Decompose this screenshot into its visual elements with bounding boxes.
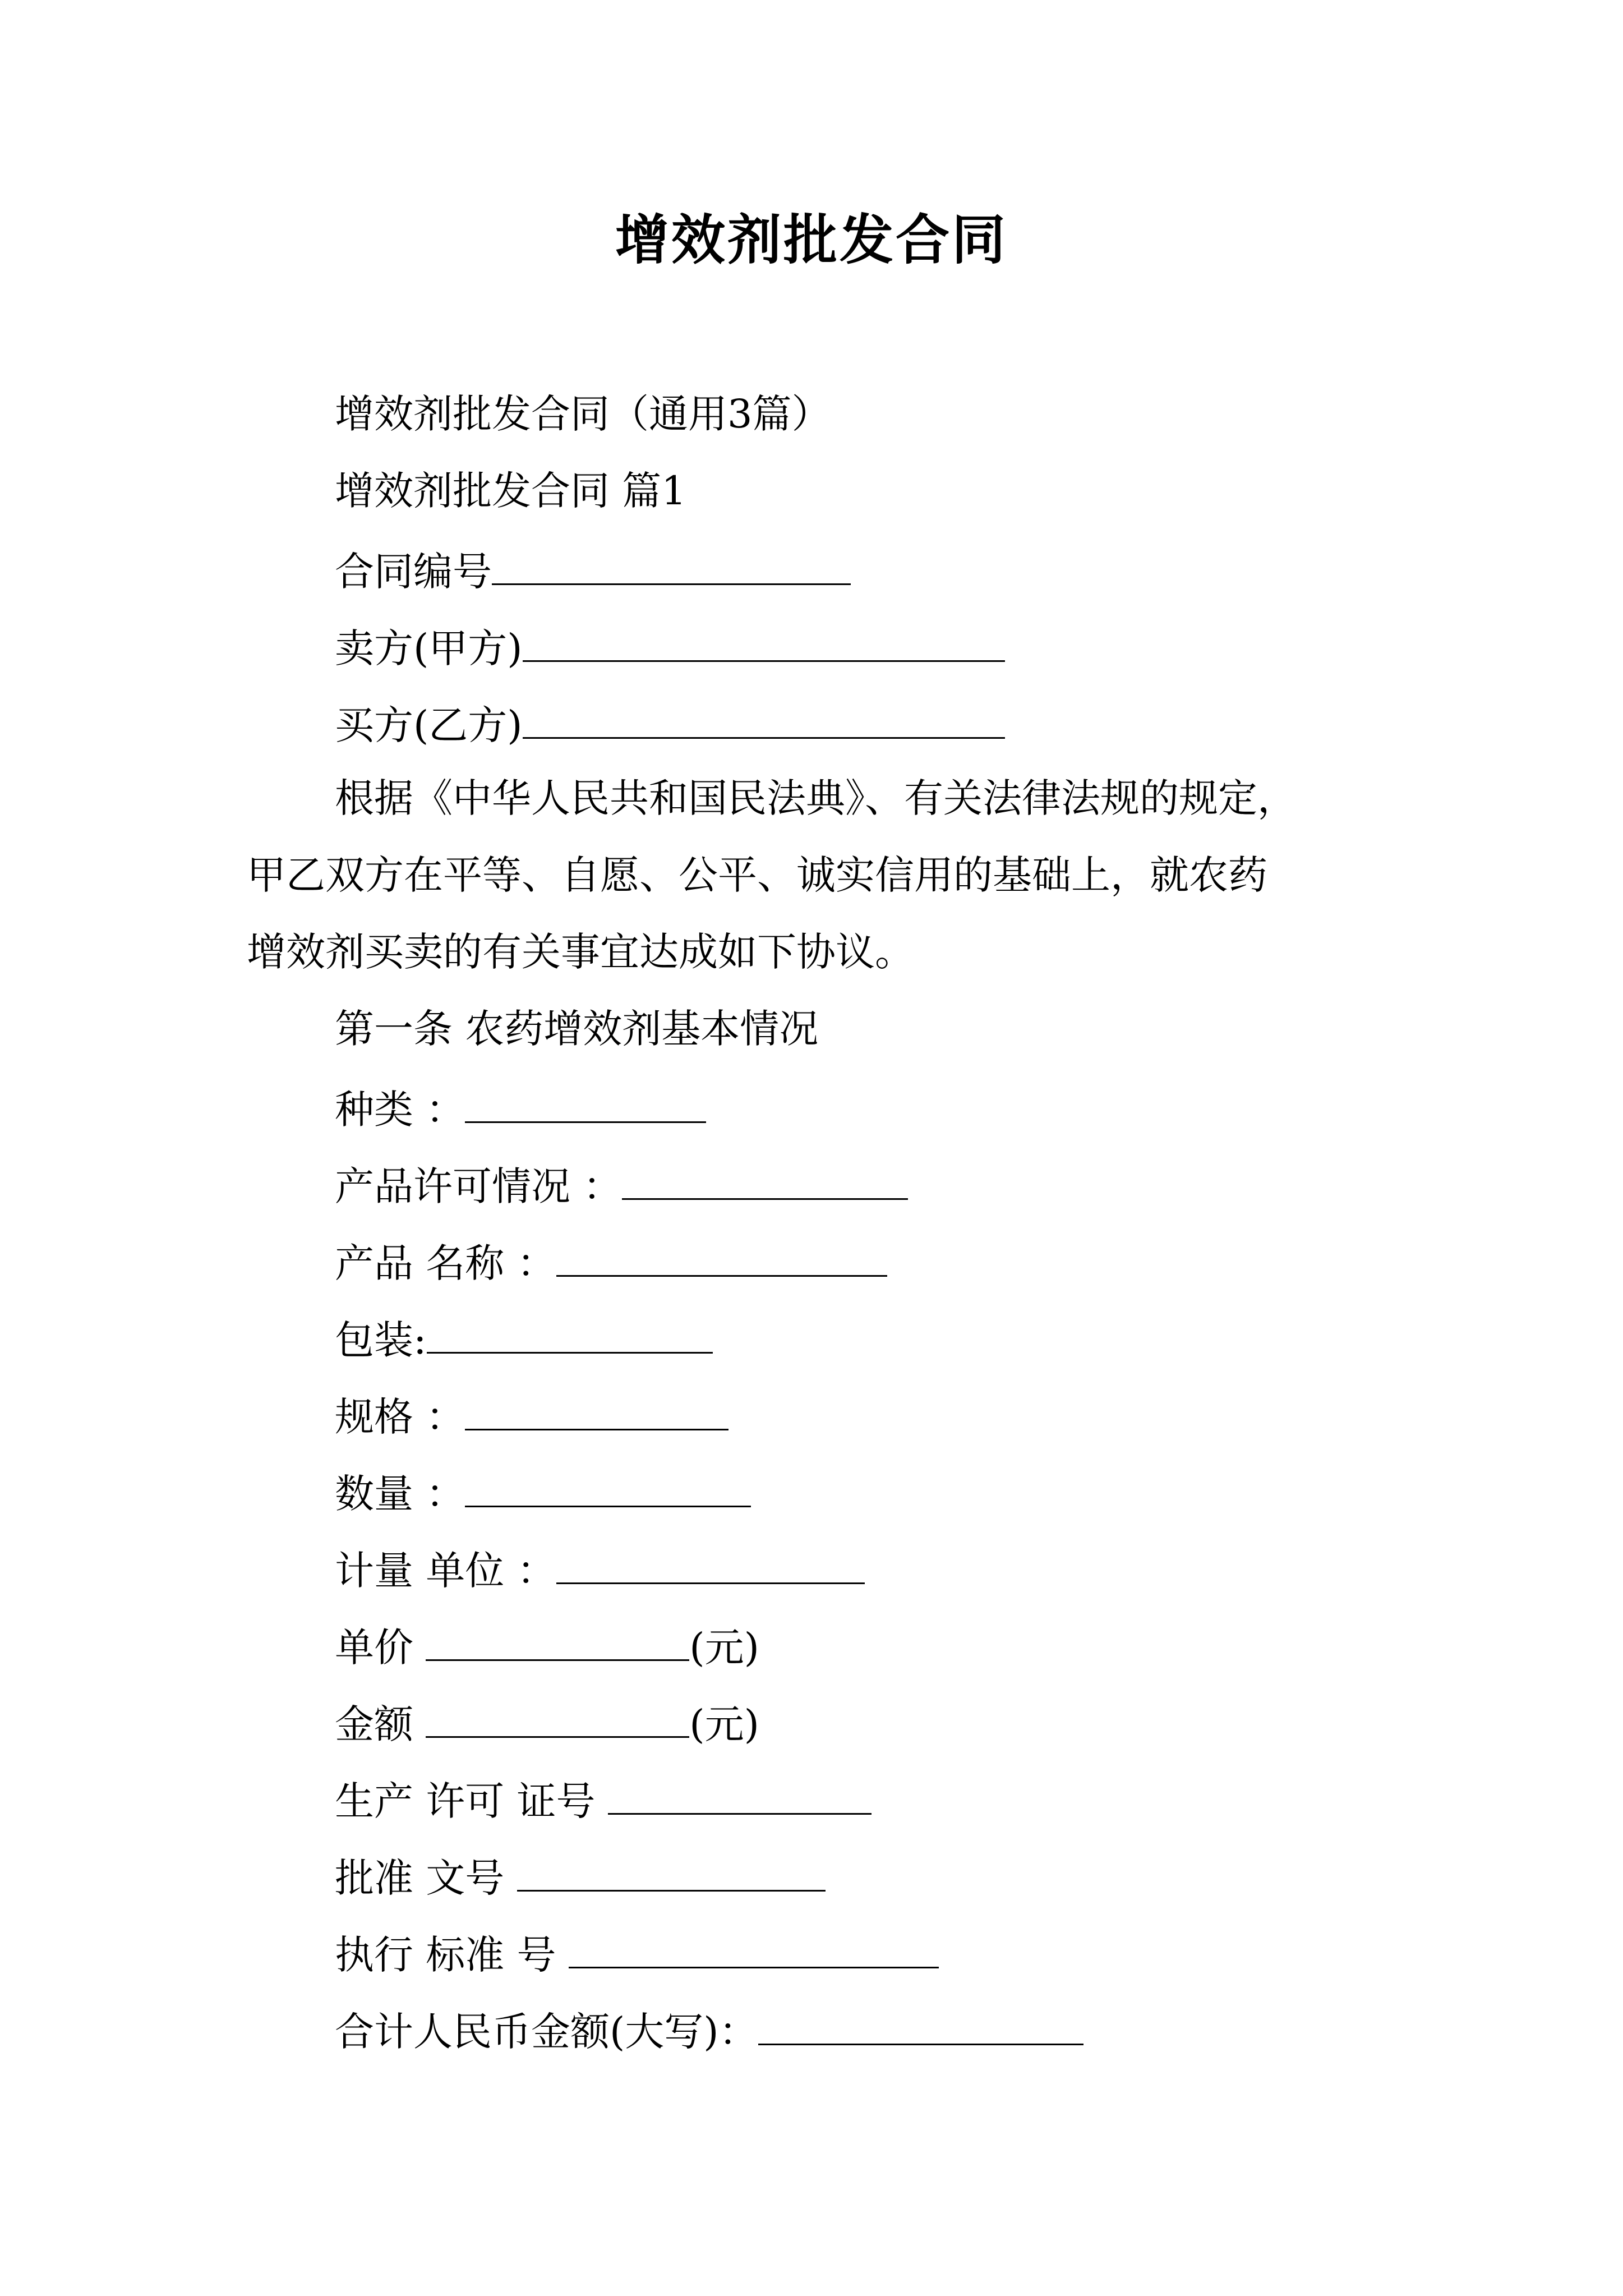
approval-number-blank: [517, 1846, 826, 1892]
amount-currency: (元): [689, 1701, 759, 1747]
quantity-row: [335, 1462, 751, 1522]
packaging-blank: [427, 1308, 713, 1354]
approval-number-label: 批准 文号: [335, 1855, 517, 1901]
unit-price-currency: (元): [689, 1625, 759, 1671]
license-label: 产品许可情况 ：: [335, 1163, 623, 1209]
amount-row: [335, 1692, 759, 1752]
standard-number-blank: [569, 1923, 939, 1968]
license-blank: [622, 1154, 908, 1200]
quantity-label: 数量 ：: [335, 1471, 465, 1517]
section-heading: 增效剂批发合同 篇1: [335, 468, 686, 514]
product-name-blank: [556, 1231, 887, 1277]
spec-blank: [465, 1385, 728, 1430]
buyer-blank: [523, 693, 1005, 739]
production-license-row: [335, 1769, 872, 1829]
quantity-blank: [465, 1462, 751, 1507]
unit-price-blank: [426, 1616, 689, 1661]
contract-number-blank: [492, 540, 851, 585]
license-row: [335, 1154, 908, 1214]
contract-number-row: [335, 540, 851, 600]
unit-row: [335, 1539, 865, 1599]
total-amount-label: 合计人民币金额(大写)：: [335, 2009, 758, 2055]
subtitle: 增效剂批发合同（通用3篇）: [335, 391, 831, 437]
unit-price-label: 单价: [335, 1625, 426, 1671]
intro-line-2: 甲乙双方在平等、自愿、公平、诚实信用的基础上，就农药: [247, 852, 1267, 898]
intro-line-1: 根据《中华人民共和国民法典》、有关法律法规的规定，: [335, 775, 1297, 821]
total-amount-blank: [758, 2000, 1083, 2045]
spec-label: 规格 ：: [335, 1394, 465, 1440]
standard-number-row: [335, 1923, 939, 1983]
intro-line-3: 增效剂买卖的有关事宜达成如下协议。: [247, 929, 914, 975]
kind-row: [335, 1078, 706, 1138]
approval-number-row: [335, 1846, 826, 1906]
article-one-heading: 第一条 农药增效剂基本情况: [335, 1006, 819, 1052]
unit-label: 计量 单位 ：: [335, 1548, 556, 1594]
kind-label: 种类 ：: [335, 1087, 465, 1133]
buyer-row: [335, 693, 1005, 753]
amount-label: 金额: [335, 1701, 426, 1747]
product-name-label: 产品 名称 ：: [335, 1240, 556, 1286]
packaging-row: [335, 1308, 713, 1368]
spec-row: [335, 1385, 728, 1445]
standard-number-label: 执行 标准 号: [335, 1932, 569, 1978]
amount-blank: [426, 1692, 689, 1738]
product-name-row: [335, 1231, 887, 1291]
production-license-label: 生产 许可 证号: [335, 1778, 608, 1824]
seller-blank: [523, 616, 1005, 662]
document-title: 增效剂批发合同: [615, 208, 1008, 272]
contract-number-label: 合同编号: [335, 549, 492, 595]
seller-label: 卖方(甲方): [335, 625, 523, 671]
total-amount-row: [335, 2000, 1083, 2060]
packaging-label: 包装:: [335, 1317, 427, 1363]
unit-blank: [556, 1539, 865, 1584]
buyer-label: 买方(乙方): [335, 702, 523, 748]
seller-row: [335, 616, 1005, 677]
production-license-blank: [608, 1769, 872, 1815]
kind-blank: [465, 1078, 706, 1123]
unit-price-row: [335, 1616, 759, 1676]
